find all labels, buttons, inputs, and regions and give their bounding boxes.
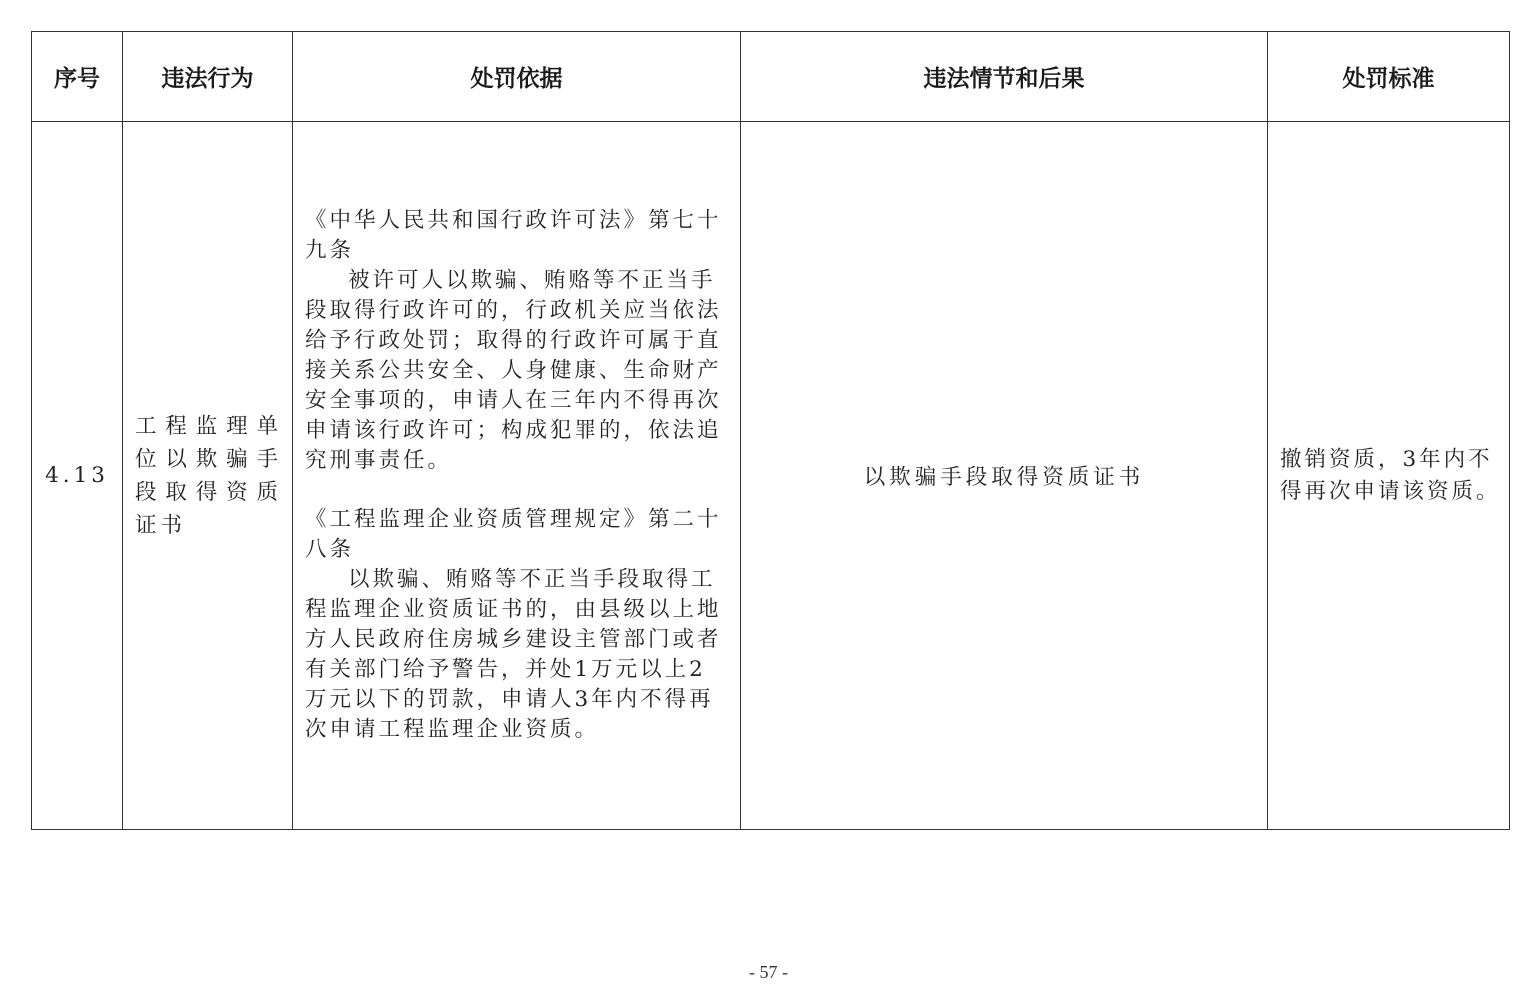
basis-clause-1-body: 被许可人以欺骗、贿赂等不正当手段取得行政许可的，行政机关应当依法给予行政处罚；取得的行政许可属于直接关系公共安全、人身健康、生命财产安全事项的，申请人在三年内不得再次申请该行政许可；构成犯罪的，依法追究刑事责任。	[305, 268, 722, 473]
table-row	[32, 122, 1510, 830]
page-number: - 57 -	[749, 962, 788, 982]
basis-spacer	[305, 476, 728, 505]
basis-clause-2-body: 以欺骗、贿赂等不正当手段取得工程监理企业资质证书的，由县级以上地方人民政府住房城乡建设主管部门或者有关部门给予警告，并处1万元以上2万元以下的罚款，申请人3年内不得再次申请工程监理企业资质。	[305, 567, 722, 742]
basis-clause-2-title: 《工程监理企业资质管理规定》第二十八条	[305, 507, 722, 562]
header-no: 序号	[32, 32, 123, 122]
header-circumstances: 违法情节和后果	[741, 32, 1268, 122]
violation-circumstances: 以欺骗手段取得资质证书	[741, 122, 1268, 830]
penalty-table	[31, 31, 1510, 830]
row-number: 4.13	[32, 122, 123, 830]
header-standard: 处罚标准	[1268, 32, 1510, 122]
violation-act: 工程监理单位以欺骗手段取得资质证书	[123, 122, 293, 830]
penalty-basis	[293, 122, 741, 830]
header-row	[32, 32, 1510, 122]
basis-clause-1-title: 《中华人民共和国行政许可法》第七十九条	[305, 208, 722, 263]
header-basis: 处罚依据	[293, 32, 741, 122]
header-act: 违法行为	[123, 32, 293, 122]
penalty-standard: 撤销资质，3年内不得再次申请该资质。	[1268, 122, 1510, 830]
